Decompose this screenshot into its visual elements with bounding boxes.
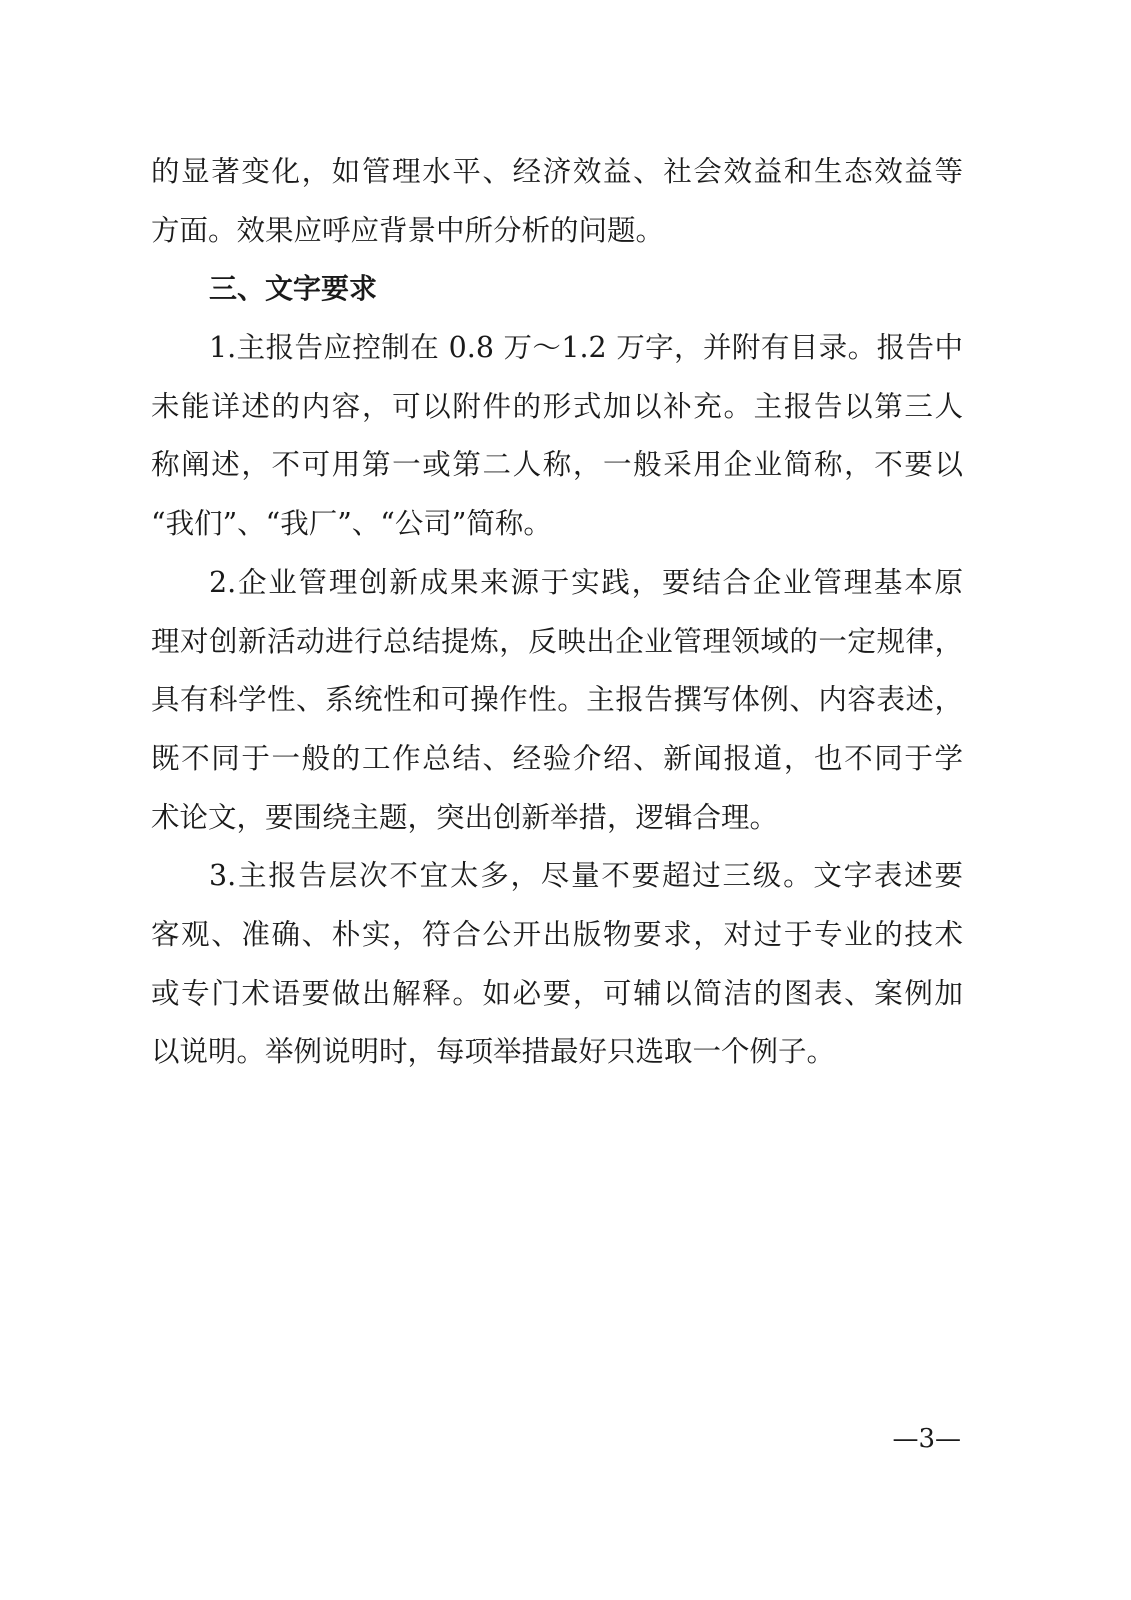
paragraph-line: 1.主报告应控制在 0.8 万～1.2 万字，并附有目录。报告中 [209,331,963,365]
paragraph-line: 理对创新活动进行总结提炼，反映出企业管理领域的一定规律， [151,624,963,658]
paragraph-line: 2.企业管理创新成果来源于实践，要结合企业管理基本原 [209,565,963,599]
paragraph-line: 3.主报告层次不宜太多，尽量不要超过三级。文字表述要 [209,859,963,893]
document-body [151,143,963,1082]
paragraph-line: 未能详述的内容，可以附件的形式加以补充。主报告以第三人 [151,389,963,423]
section-heading: 三、文字要求 [209,272,378,306]
paragraph-line: 方面。效果应呼应背景中所分析的问题。 [151,213,665,247]
page-number: —3— [892,1424,961,1454]
paragraph-line: 的显著变化，如管理水平、经济效益、社会效益和生态效益等 [151,155,963,188]
paragraph-line: 既不同于一般的工作总结、经验介绍、新闻报道，也不同于学 [151,741,963,775]
paragraph-line: 或专门术语要做出解释。如必要，可辅以简洁的图表、案例加 [151,976,963,1010]
paragraph-line: “我们”、“我厂”、“公司”简称。 [151,507,552,541]
paragraph-line: 称阐述，不可用第一或第二人称，一般采用企业简称，不要以 [151,448,963,482]
paragraph-line: 具有科学性、系统性和可操作性。主报告撰写体例、内容表述， [151,683,963,717]
paragraph-line: 客观、准确、朴实，符合公开出版物要求，对过于专业的技术 [151,917,963,951]
paragraph-line: 术论文，要围绕主题，突出创新举措，逻辑合理。 [151,800,779,834]
paragraph-line: 以说明。举例说明时，每项举措最好只选取一个例子。 [151,1035,836,1069]
